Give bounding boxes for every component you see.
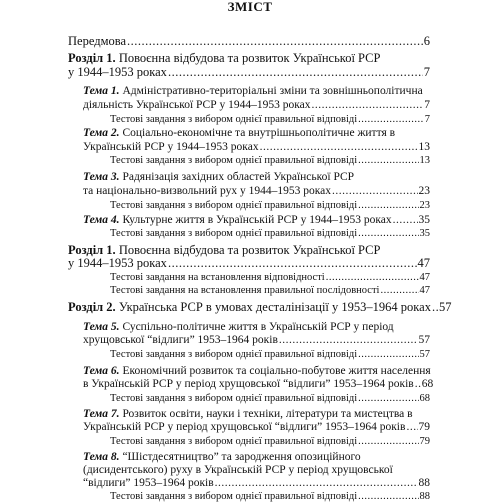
dot-leader bbox=[432, 301, 438, 314]
entry-text bbox=[110, 284, 379, 297]
toc-line-topic-cont bbox=[83, 141, 430, 154]
entry-text bbox=[83, 477, 214, 490]
entry-text bbox=[110, 271, 325, 284]
entry-text bbox=[83, 408, 413, 421]
entry-text bbox=[83, 451, 361, 464]
toc-line-test bbox=[110, 199, 430, 212]
entry-text bbox=[83, 365, 431, 378]
page-number: 79 bbox=[418, 421, 430, 433]
page-number: 23 bbox=[419, 200, 430, 211]
entry-title: Розвиток освіти, науки і техніки, літератури та мистецтва в bbox=[122, 408, 413, 420]
dot-leader bbox=[415, 378, 421, 391]
page-number: 88 bbox=[419, 491, 430, 502]
dot-leader bbox=[358, 199, 418, 212]
toc-line-test bbox=[110, 227, 430, 240]
dot-leader bbox=[332, 185, 418, 198]
toc-line-test bbox=[110, 284, 430, 297]
entry-title: “відлиги” 1953–1964 років bbox=[83, 477, 214, 489]
dot-leader bbox=[358, 113, 424, 126]
dot-leader bbox=[358, 435, 418, 448]
entry-text bbox=[68, 66, 167, 79]
entry-title: Тестові завдання з вибором однієї правильної відповіді bbox=[110, 114, 358, 125]
topic-label: Тема 8. bbox=[83, 451, 120, 463]
toc-line-test bbox=[110, 113, 430, 126]
topic-label: Тема 3. bbox=[83, 171, 120, 183]
entry-title: хрущовської “відлиги” 1953–1964 років bbox=[83, 334, 278, 346]
entry-title: Адміністративно-територіальні зміни та зовнішньополітична bbox=[122, 85, 423, 97]
toc-line-test bbox=[110, 490, 430, 503]
entry-text bbox=[83, 421, 405, 434]
entry-title: Тестові завдання з вибором однієї правильної відповіді bbox=[110, 228, 358, 239]
dot-leader bbox=[168, 66, 423, 79]
page-number: 68 bbox=[419, 393, 430, 404]
page-number: 68 bbox=[421, 378, 434, 390]
topic-label: Тема 4. bbox=[83, 214, 120, 226]
toc-line-topic-cont bbox=[83, 334, 430, 347]
toc-line-test bbox=[110, 271, 430, 284]
entry-title: Соціально-економічне та внутрішньополітичне життя в bbox=[122, 127, 396, 139]
entry-text bbox=[110, 199, 357, 212]
entry-text bbox=[110, 490, 357, 503]
entry-title: Повоєнна відбудова та розвиток Української РСР bbox=[118, 51, 381, 65]
toc-line-topic bbox=[83, 127, 430, 140]
dot-leader bbox=[260, 141, 418, 154]
page-number: 47 bbox=[417, 256, 430, 270]
section-label: Розділ 1. bbox=[68, 51, 116, 65]
entry-title: Суспільно-політичне життя в Українській РСР у період bbox=[122, 321, 394, 333]
entry-text bbox=[110, 113, 357, 126]
entry-text bbox=[68, 35, 126, 48]
entry-text bbox=[83, 214, 392, 227]
toc-line-topic-cont2 bbox=[83, 464, 430, 477]
toc-line-topic-cont bbox=[83, 477, 430, 490]
entry-text bbox=[68, 301, 431, 314]
entry-text bbox=[110, 435, 357, 448]
entry-title: Радянізація західних областей Української РСР bbox=[122, 171, 355, 183]
entry-text bbox=[83, 171, 354, 184]
entry-title: “Шістдесятництво” та зародження опозиційного bbox=[122, 451, 361, 463]
toc-line-topic-cont bbox=[83, 185, 430, 198]
entry-title: Тестові завдання на встановлення правильної послідовності bbox=[110, 285, 380, 296]
topic-label: Тема 5. bbox=[83, 321, 120, 333]
entry-title: у 1944–1953 роках bbox=[68, 256, 167, 270]
toc-line-section-one bbox=[68, 300, 452, 314]
page-number: 23 bbox=[418, 185, 430, 197]
entry-title: в Українській РСР у період хрущовської “відлиги” 1953–1964 років bbox=[83, 378, 414, 390]
entry-title: Тестові завдання з вибором однієї правильної відповіді bbox=[110, 349, 358, 360]
entry-title: та національно-визвольний рух у 1944–1953 роках bbox=[83, 185, 331, 197]
entry-text bbox=[110, 227, 357, 240]
toc-line-topic bbox=[83, 171, 430, 184]
page-number: 35 bbox=[418, 214, 430, 226]
page-number: 57 bbox=[438, 300, 452, 314]
toc-line-section-cont bbox=[68, 257, 430, 270]
toc-line-topic bbox=[83, 451, 430, 464]
entry-text bbox=[68, 52, 380, 65]
toc-line-topic bbox=[83, 408, 430, 421]
toc-line-topic bbox=[83, 365, 430, 378]
entry-text bbox=[83, 378, 414, 391]
topic-label: Тема 6. bbox=[83, 365, 120, 377]
toc-line-topic-cont bbox=[83, 378, 434, 391]
dot-leader bbox=[406, 421, 417, 434]
dot-leader bbox=[358, 154, 418, 167]
entry-text bbox=[110, 154, 357, 167]
entry-title: у 1944–1953 роках bbox=[68, 65, 167, 79]
entry-title: Тестові завдання з вибором однієї правильної відповіді bbox=[110, 200, 358, 211]
toc-line-test bbox=[110, 348, 430, 361]
toc-line-preface bbox=[68, 35, 430, 48]
toc-line-topic bbox=[83, 321, 430, 334]
page-number: 13 bbox=[419, 155, 430, 166]
entry-title: Тестові завдання з вибором однієї правильної відповіді bbox=[110, 491, 358, 502]
topic-label: Тема 2. bbox=[83, 127, 120, 139]
page-number: 6 bbox=[423, 34, 430, 48]
entry-text bbox=[83, 321, 394, 334]
toc-line-test bbox=[110, 154, 430, 167]
page-number: 47 bbox=[419, 285, 430, 296]
page-number: 7 bbox=[424, 114, 430, 125]
entry-title: (дисидентського) руху в Українській РСР у період хрущовської bbox=[83, 464, 393, 476]
dot-leader bbox=[312, 99, 424, 112]
entry-text bbox=[83, 141, 259, 154]
toc-line-topic-cont bbox=[83, 421, 430, 434]
section-label: Розділ 1. bbox=[68, 243, 116, 257]
entry-title: діяльність Української РСР у 1944–1953 роках bbox=[83, 99, 311, 111]
topic-label: Тема 1. bbox=[83, 85, 120, 97]
entry-title: Тестові завдання з вибором однієї правильної відповіді bbox=[110, 155, 358, 166]
page-number: 35 bbox=[419, 228, 430, 239]
entry-text bbox=[110, 392, 357, 405]
page-number: 57 bbox=[419, 349, 430, 360]
toc-line-topic-one bbox=[83, 214, 430, 227]
dot-leader bbox=[326, 271, 419, 284]
toc-line-topic-cont bbox=[83, 99, 430, 112]
entry-text bbox=[68, 257, 167, 270]
entry-text bbox=[83, 127, 395, 140]
entry-text bbox=[83, 85, 423, 98]
dot-leader bbox=[358, 490, 418, 503]
entry-title: Культурне життя в Українській РСР у 1944–1953 роках bbox=[122, 214, 392, 226]
dot-leader bbox=[358, 227, 418, 240]
dot-leader bbox=[215, 477, 418, 490]
entry-title: Повоєнна відбудова та розвиток Української РСР bbox=[118, 243, 381, 257]
toc-line-test bbox=[110, 392, 430, 405]
page-number: 79 bbox=[419, 436, 430, 447]
entry-title: Українській РСР у 1944–1953 роках bbox=[83, 141, 259, 153]
topic-label: Тема 7. bbox=[83, 408, 120, 420]
toc-line-section bbox=[68, 52, 430, 65]
toc-line-section-cont bbox=[68, 66, 430, 79]
dot-leader bbox=[393, 214, 418, 227]
entry-title: Тестові завдання з вибором однієї правильної відповіді bbox=[110, 393, 358, 404]
entry-title: Економічний розвиток та соціально-побутове життя населення bbox=[122, 365, 431, 377]
dot-leader bbox=[380, 284, 418, 297]
section-label: Розділ 2. bbox=[68, 300, 116, 314]
dot-leader bbox=[358, 392, 418, 405]
entry-text bbox=[83, 334, 278, 347]
entry-text bbox=[110, 348, 357, 361]
page-number: 47 bbox=[419, 272, 430, 283]
entry-text bbox=[83, 464, 393, 477]
page-number: 13 bbox=[418, 141, 430, 153]
page-number: 57 bbox=[418, 334, 430, 346]
entry-title: Тестові завдання на встановлення відповідності bbox=[110, 272, 325, 283]
dot-leader bbox=[358, 348, 418, 361]
dot-leader bbox=[127, 35, 423, 48]
entry-title: Передмова bbox=[68, 34, 127, 48]
entry-text bbox=[83, 185, 331, 198]
entry-title: Тестові завдання з вибором однієї правильної відповіді bbox=[110, 436, 358, 447]
page-number: 7 bbox=[423, 65, 430, 79]
entry-title: Українська РСР в умовах десталінізації у 1953–1964 роках bbox=[118, 300, 431, 314]
dot-leader bbox=[168, 257, 417, 270]
dot-leader bbox=[279, 334, 418, 347]
toc-line-test bbox=[110, 435, 430, 448]
page-number: 7 bbox=[424, 99, 430, 111]
page-title: ЗМІСТ bbox=[227, 0, 273, 14]
entry-text bbox=[83, 99, 311, 112]
page-number: 88 bbox=[418, 477, 430, 489]
toc-line-topic bbox=[83, 85, 430, 98]
entry-title: Українській РСР у період хрущовської “відлиги” 1953–1964 років bbox=[83, 421, 406, 433]
